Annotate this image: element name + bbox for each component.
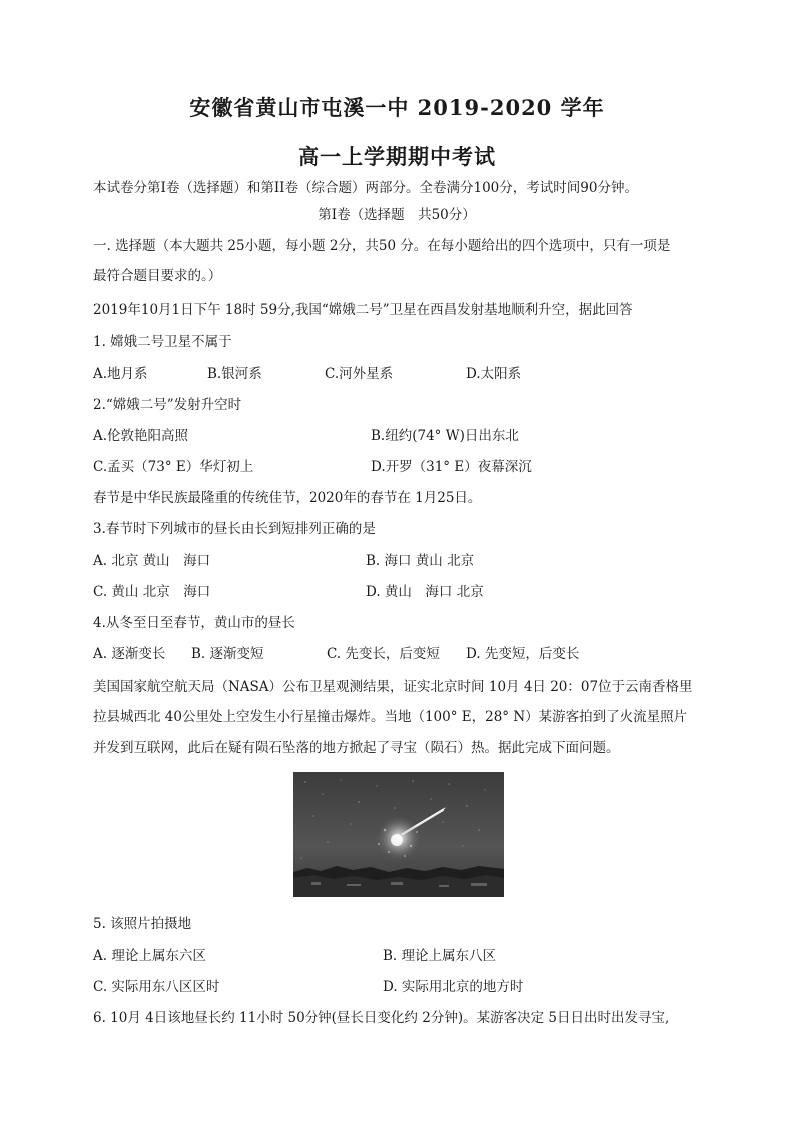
question-1-option-a: A.地月系	[93, 366, 148, 382]
exam-title-line1: 安徽省黄山市屯溪一中 2019-2020 学年	[189, 95, 605, 120]
question-4-option-a: A. 逐渐变长	[93, 646, 166, 662]
question-4-option-c: C. 先变长，后变短	[327, 646, 440, 662]
fireball-meteor-photo	[293, 772, 504, 897]
material-meteor-line1: 美国国家航空航天局（NASA）公布卫星观测结果，证实北京时间 10月 4日 20：07位于云南香格里	[93, 679, 693, 695]
question-4-option-d: D. 先变短，后变长	[466, 646, 580, 662]
part-one-heading: 第Ⅰ卷（选择题 共50分）	[318, 207, 476, 223]
material-spring-festival: 春节是中华民族最隆重的传统佳节，2020年的春节在 1月25日。	[93, 490, 482, 506]
question-1-option-b: B.银河系	[207, 366, 262, 382]
question-3-stem: 3.春节时下列城市的昼长由长到短排列正确的是	[93, 521, 376, 537]
question-1-stem: 1. 嫦娥二号卫星不属于	[93, 334, 232, 350]
question-5-option-c: C. 实际用东八区区时	[93, 979, 220, 995]
question-2-option-a: A.伦敦艳阳高照	[93, 428, 189, 444]
question-5-option-a: A. 理论上属东六区	[93, 948, 206, 964]
question-2-stem: 2.“嫦娥二号”发射升空时	[93, 397, 242, 413]
section-heading-line2: 最符合题目要求的。）	[93, 268, 222, 284]
question-5-stem: 5. 该照片拍摄地	[93, 916, 192, 932]
question-1-option-c: C.河外星系	[325, 366, 394, 382]
question-3-option-d: D. 黄山 海口 北京	[366, 584, 484, 600]
question-3-option-a: A. 北京 黄山 海口	[93, 553, 211, 569]
question-3-option-b: B. 海口 黄山 北京	[366, 553, 475, 569]
question-5-option-b: B. 理论上属东八区	[383, 948, 497, 964]
question-5-option-d: D. 实际用北京的地方时	[383, 979, 524, 995]
material-chang-e: 2019年10月1日下午 18时 59分,我国“嫦娥二号”卫星在西昌发射基地顺利升空，据此回答	[93, 302, 633, 318]
material-meteor-line2: 拉县城西北 40公里处上空发生小行星撞击爆炸。当地（100° E，28° N）某游客拍到了火流星照片	[93, 709, 688, 725]
question-2-option-c: C.孟买（73° E）华灯初上	[93, 459, 254, 475]
exam-title-line2: 高一上学期期中考试	[298, 144, 496, 169]
question-2-option-b: B.纽约(74° W)日出东北	[371, 428, 519, 444]
question-6-stem: 6. 10月 4日该地昼长约 11小时 50分钟(昼长日变化约 2分钟)。某游客决定 5日日出时出发寻宝,	[93, 1010, 670, 1026]
question-4-stem: 4.从冬至日至春节，黄山市的昼长	[93, 615, 295, 631]
section-heading-line1: 一. 选择题（本大题共 25小题，每小题 2分，共50 分。在每小题给出的四个选项中，只有一项是	[93, 238, 671, 254]
question-3-option-c: C. 黄山 北京 海口	[93, 584, 211, 600]
question-2-option-d: D.开罗（31° E）夜幕深沉	[371, 459, 532, 475]
question-1-option-d: D.太阳系	[466, 366, 522, 382]
question-4-option-b: B. 逐渐变短	[191, 646, 264, 662]
exam-instructions: 本试卷分第Ⅰ卷（选择题）和第II卷（综合题）两部分。全卷满分100分，考试时间90分钟。	[93, 180, 638, 196]
material-meteor-line3: 并发到互联网，此后在疑有陨石坠落的地方掀起了寻宝（陨石）热。据此完成下面问题。	[93, 740, 620, 756]
